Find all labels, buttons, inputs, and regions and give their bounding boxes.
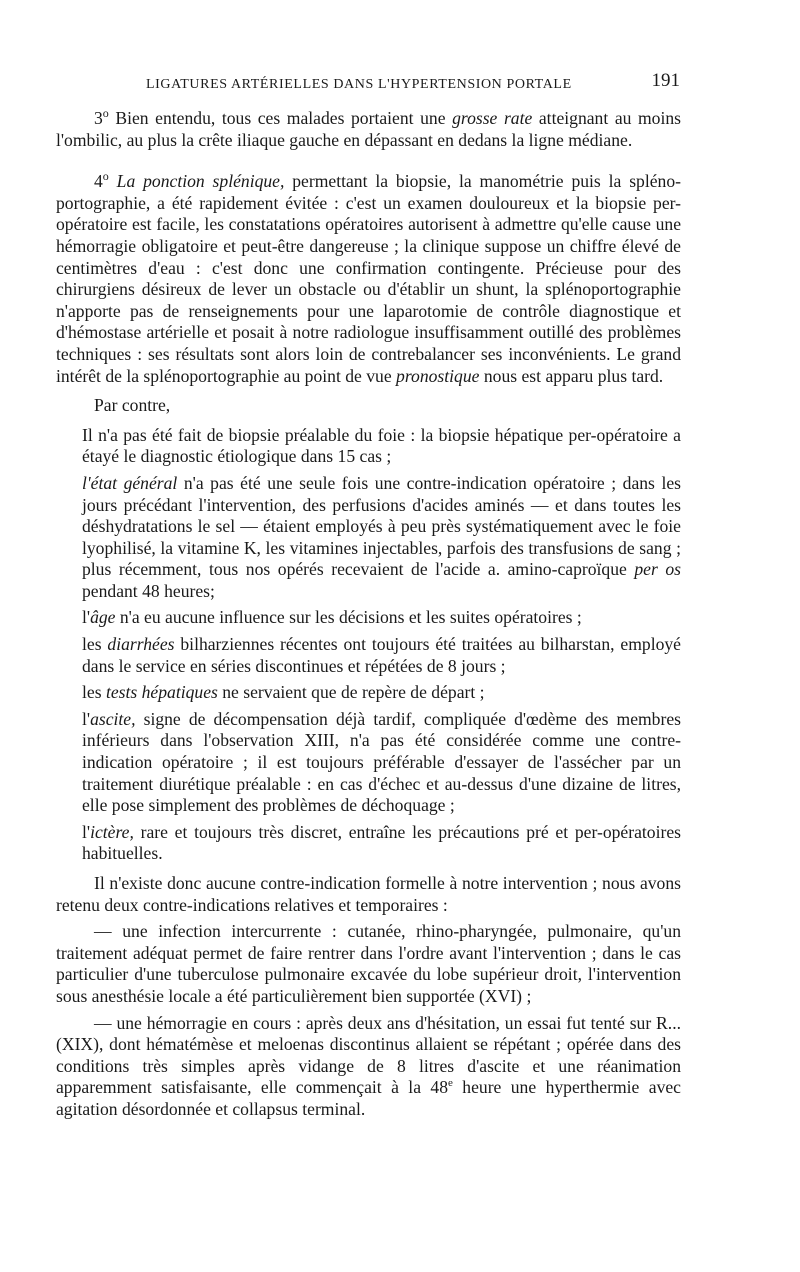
italic-term: ictère, <box>90 821 134 842</box>
paragraph-infection: — une infection intercurrente : cutanée, rhino-pharyngée, pulmonaire, qu'un traitement adéquat permet de faire rentrer dans l'ordre avant l'intervention ; dans le cas particulier d'une tuberculose pulmonaire excavée du lobe supérieur droit, l'intervention sous anesthésie locale a été particulièrement bien supportée (XVI) ; <box>56 921 681 1006</box>
text-run: signe de décompensation déjà tardif, compliquée d'œdème des membres inférieurs dans l'observation XIII, n'a pas été considérée comme une contre-indication opératoire ; il est toujours préférable d'essayer de l'assécher par un traitement diurétique préalable : en cas d'échec et au-dessus d'une dizaine de litres, elle pose simplement des problèmes de déchoquage ; <box>82 708 681 816</box>
text-run: rare et toujours très discret, entraîne les précautions pré et per-opératoires habituelles. <box>82 821 681 864</box>
text-run: les <box>82 634 108 655</box>
text-run: l' <box>82 607 91 628</box>
text-run: heure une hyperthermie avec agitation désordonnée et collapsus terminal. <box>56 1077 681 1119</box>
paragraph-par-contre: Par contre, <box>94 395 171 416</box>
list-item-biopsie: Il n'a pas été fait de biopsie préalable du foie : la biopsie hépatique per-opératoire a étayé le diagnostic étiologique dans 15 cas ; <box>82 424 681 467</box>
list-item-ictere <box>56 822 681 865</box>
paragraph-4-ponction-splenique <box>56 171 681 387</box>
page-number: 191 <box>651 70 680 91</box>
text-run: permettant la biopsie, la manométrie puis la spléno-portographie, a été rapidement évitée : c'est un examen douloureux et la biopsie per-opératoire est facile, les constatations opératoires autorisent à admettre qu'elle cause une hémorragie obligatoire et peut-être dangereuse ; la clinique suppose un chiffre élevé de centimètres d'eau : c'est donc une confirmation contingente. Précieuse pour des chirurgiens désireux de lever un obstacle ou d'établir un shunt, la splénoportographie n'apporte pas de renseignements pour une laparotomie de contrôle diagnostique et d'hémostase artérielle et posait à notre radiologue insuffisamment outillé des problèmes techniques : ses résultats sont alors loin de contrebalancer ses inconvénients. Le grand intérêt de la splénoportographie au point de vue <box>56 171 681 386</box>
page-header <box>58 70 680 96</box>
text-run: pendant 48 heures; <box>82 580 215 601</box>
paragraph-hemorragie <box>56 1013 681 1121</box>
body-text <box>56 108 681 1121</box>
list-item-ascite <box>56 709 681 817</box>
italic-term: grosse rate <box>452 108 533 128</box>
degree-mark: o <box>102 106 109 121</box>
text-run: bilharziennes récentes ont toujours été traitées au bilharstan, employé dans le service en séries discontinues et répétées de 8 jours ; <box>82 634 681 676</box>
italic-term: âge <box>90 607 116 628</box>
paragraph-contre-indications: Il n'existe donc aucune contre-indication formelle à notre intervention ; nous avons retenu deux contre-indications relatives et temporaires : <box>56 873 681 915</box>
italic-term: diarrhées <box>107 634 175 655</box>
degree-mark: o <box>102 169 109 184</box>
text-run: ne servaient que de repère de départ ; <box>217 682 485 703</box>
list-item-diarrhees <box>56 634 681 677</box>
italic-term: tests hépatiques <box>105 682 218 703</box>
italic-term: La ponction splénique, <box>116 171 285 192</box>
paragraph-3-grosse-rate <box>56 108 681 151</box>
text-run: nous est apparu plus tard. <box>479 365 664 386</box>
italic-term: ascite, <box>90 708 136 729</box>
list-item-etat-general <box>56 473 681 603</box>
text-run: Bien entendu, tous ces malades portaient une <box>108 108 453 128</box>
text-run: l' <box>82 708 91 729</box>
italic-term: per os <box>634 559 681 580</box>
text-run: les <box>82 682 106 703</box>
text-run: atteignant au moins l'ombilic, au plus la crête iliaque gauche en dépassant en dedans la ligne médiane. <box>56 108 682 150</box>
list-item-age <box>56 607 681 629</box>
superscript: e <box>448 1077 453 1090</box>
list-item-tests-hepatiques <box>56 682 681 704</box>
text-run: l' <box>82 821 91 842</box>
point-number: 4 <box>94 171 103 192</box>
italic-term: pronostique <box>396 365 480 386</box>
italic-term: l'état général <box>82 472 178 493</box>
running-title: LIGATURES ARTÉRIELLES DANS L'HYPERTENSION PORTALE <box>146 77 572 92</box>
text-run: n'a eu aucune influence sur les décisions et les suites opératoires ; <box>115 607 582 628</box>
text-run: n'a pas été une seule fois une contre-indication opératoire ; dans les jours précédant l'intervention, des perfusions d'acides aminés — et dans toutes les déshydratations le sel — étaient employés à peu près systématiquement avec le foie lyophilisé, la vitamine K, les vitamines injectables, parfois des transfusions de sang ; plus récemment, tous nos opérés recevaient de l'acide a. amino-caproïque <box>82 472 681 580</box>
text-run: — une hémorragie en cours : après deux ans d'hésitation, un essai fut tenté sur R... (XIX), dont hématémèse et meloenas discontinus allaient se répétant ; opérée dans des conditions très simples après vidange de 8 litres d'ascite et une réanimation apparemment satisfaisante, elle commençait à la 48 <box>56 1012 681 1098</box>
point-number: 3 <box>94 108 103 128</box>
